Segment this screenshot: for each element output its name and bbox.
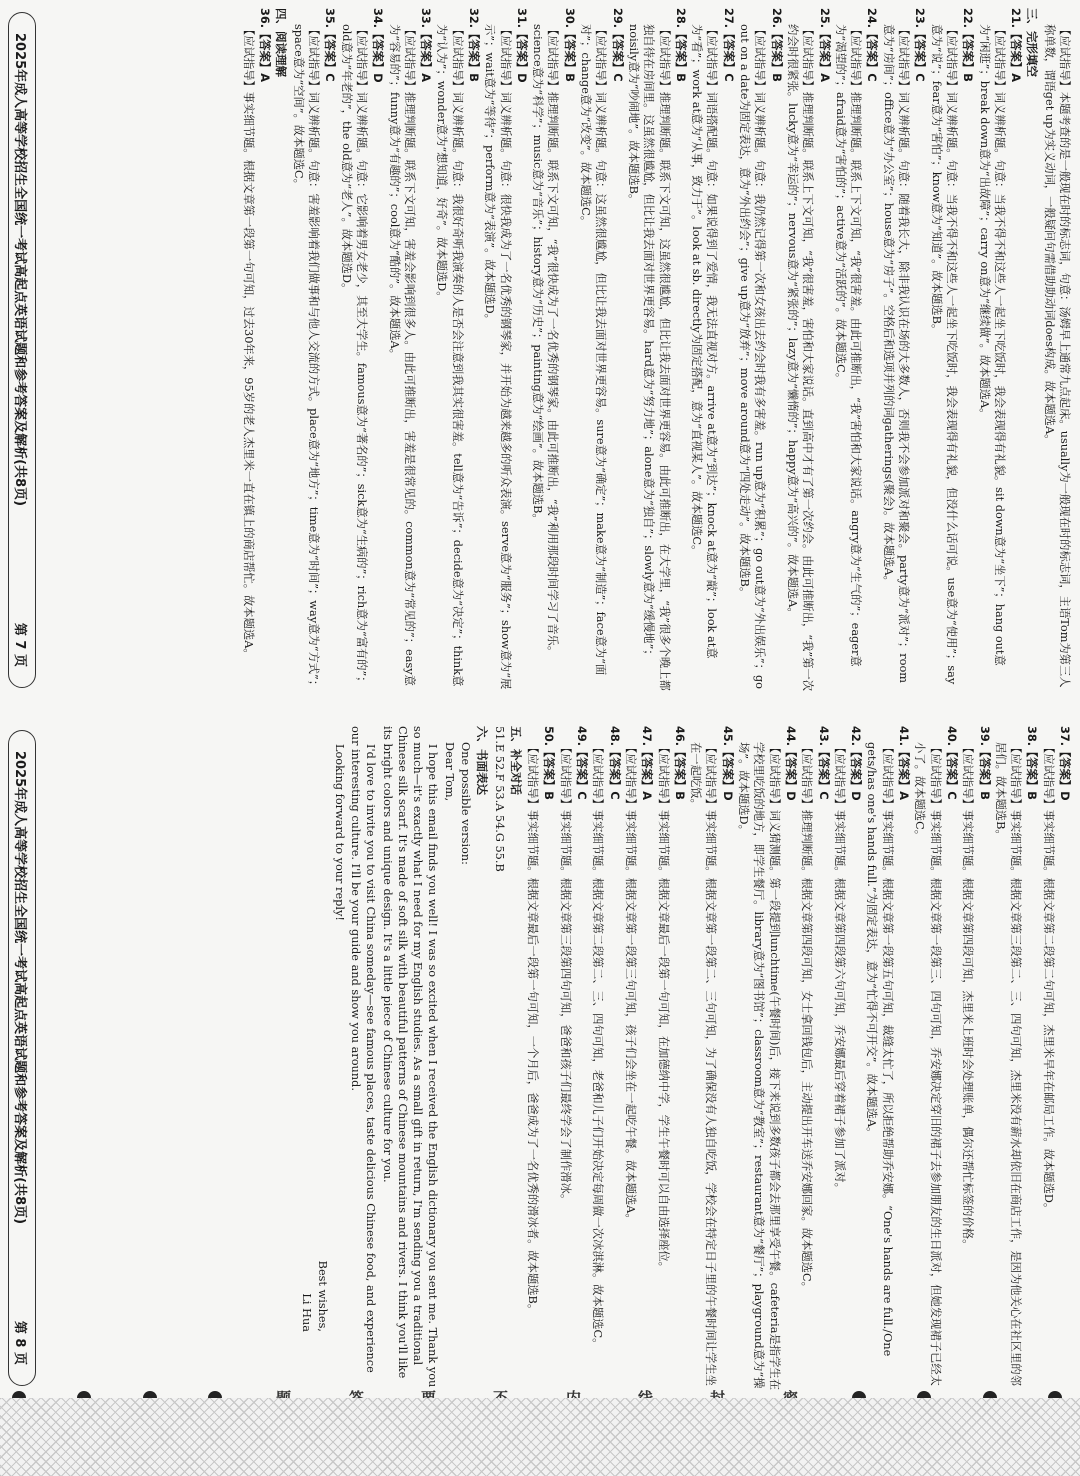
answer-key: 44.【答案】D xyxy=(783,726,797,801)
page-8-title: 2025年成人高等学校招生全国统一考试高起点英语试题和参考答案及解析(共8页) xyxy=(12,751,28,1225)
explanation: 【应试指导】词义辨析题。句意：很快我成为了一名优秀的钢琴家，并开始为越来越多的听众表演。serve意为“服务”；show意为“展示”；wait意为“等待”；perform意为“表演”。故本题选D。 xyxy=(483,24,512,690)
explanation: 【应试指导】推理判断题。联系下文可知，“我”很快成为了一名优秀的钢琴家。由此可推断出，“我”利用那段时间学习了音乐。science意为“科学”；music意为“音乐”；history意为“历史”；painting意为“绘画”。故本题选B。 xyxy=(531,24,560,658)
answer-key: 45.【答案】D xyxy=(720,726,734,801)
explanation: 【应试指导】词义辨析题。句意：当我不得不和这些人一起坐下吃饭时，我会表现得有礼貌。sit down意为“坐下”；hang out意为“闲逛”；break down意为“出故障”；carry on意为“继续做”。故本题选A。 xyxy=(977,24,1006,666)
answer-key: 22.【答案】B xyxy=(961,8,975,82)
answer-key: 29.【答案】C xyxy=(610,8,624,82)
answer-key: 23.【答案】C xyxy=(913,8,927,82)
explanation: 【应试指导】词义猜测题。第一段提到lunchtime(午餐时间)后，接下来说到多数孩子都会去那里享受午餐。cafeteria是指学生在学校里吃饭的地方，即学生餐厅。library意为“图书馆”；classroom意为“教室”；restaurant意为“餐厅”；playground意为“操场”。故本题选D。 xyxy=(737,742,781,1390)
answer-row: 51.E 52.F 53.A 54.G 55.B xyxy=(492,726,506,872)
answer-key: 26.【答案】B xyxy=(769,8,783,82)
section-heading: 四、阅读理解 xyxy=(274,8,289,77)
page-8-content xyxy=(42,726,1072,1392)
explanation: 【应试指导】事实细节题。根据文章最后一段第一句可知，一个月后，爸爸成为了一名优秀的滑冰者。故本题选B。 xyxy=(526,742,540,1316)
explanation: 【应试指导】词义辨析题。句意：害羞影响着我们做事和与他人交流的方式。place意为“地方”；time意为“时间”；way意为“方式”；space意为“空间”。故本题选C。 xyxy=(291,24,321,692)
answer-key: 27.【答案】C xyxy=(721,8,735,82)
explanation: 【应试指导】事实细节题。根据文章第一段第一句可知，过去30年来，95岁的老人杰里米一直在镇上的商店帮忙。故本题选A。 xyxy=(241,24,255,660)
letter-paragraph: Looking forward to your reply! xyxy=(332,744,346,921)
explanation: 【应试指导】词语搭配题。句意：如果说得到了爱情，我无法直视对方。arrive at意为“到达”；knock at意为“敲”；look at意为“看”；work at意为“从事，致力于”。look at sb. directly为固定搭配，意为“直视某人”。故本题选C。 xyxy=(690,24,719,659)
letter-paragraph: I'd love to invite you to visit China someday—see famous places, taste delicious Chinese food, and experience our interesting culture. I'll be your guide and show you around. xyxy=(348,726,378,1373)
page-7-footer xyxy=(8,12,36,688)
explanation: 【应试指导】事实细节题。根据文章最后一段第一句可知，在加德纳中学，学生午餐时可以自由选择座位。 xyxy=(656,742,670,1273)
explanation: 【应试指导】事实细节题。根据文章第四段可知，杰里米上班时会处理账单，偶尔还帮忙标签的价格。 xyxy=(961,742,975,1251)
explanation: Dear Tom, xyxy=(442,742,456,802)
explanation: 【应试指导】事实细节题。根据文章第二段第二句可知，杰里米早年在邮局工作。故本题选D。 xyxy=(1041,742,1055,1215)
answer-key: 42.【答案】D xyxy=(849,726,863,801)
answer-key: 28.【答案】B xyxy=(673,8,687,82)
answer-key: 37.【答案】D xyxy=(1058,726,1071,801)
letter-paragraph: I hope this email finds you well! I was so excited when I received the English dictionary you sent me. Thank you so much—it's exactly what I need for my English studies. As a small gift in return, I'm sending you a traditional Chinese silk scarf. It's made of soft silk with beautiful patterns of Chinese mountains and rivers. I think you'll like its bright colors and unique design. It's a little piece of Chinese culture for you. xyxy=(380,726,440,1388)
explanation: 【应试指导】事实细节题。根据文章第三段第四句可知，爸爸和孩子们最终学会了制作滑冰。 xyxy=(558,742,572,1206)
page-8-number: 第 8 页 xyxy=(12,1320,28,1365)
answer-key: 30.【答案】B xyxy=(562,8,576,82)
letter-signature: Best wishes, xyxy=(316,1260,330,1332)
answer-key: 38.【答案】B xyxy=(1025,726,1039,800)
answer-key: 24.【答案】C xyxy=(865,8,879,82)
section-heading: 五、补全对话 xyxy=(508,726,523,795)
answer-key: 46.【答案】B xyxy=(672,726,686,800)
explanation: 【应试指导】词义辨析题。句意：随着我长大，除非我认识在场的大多数人，否则我不会参加派对和聚会。party意为“派对”；room意为“房间”；office意为“办公室”；house意为“房子”。空格后和选项并列的词gatherings(聚会)。故本题选A。 xyxy=(881,24,911,683)
page-7-title: 2025年成人高等学校招生全国统一考试高起点英语试题和参考答案及解析(共8页) xyxy=(12,33,28,507)
answer-key: 34.【答案】D xyxy=(371,8,385,83)
answer-key: 43.【答案】C xyxy=(816,726,830,800)
explanation: One possible version: xyxy=(459,742,473,865)
answer-key: 47.【答案】A xyxy=(640,726,654,800)
answer-key: 35.【答案】C xyxy=(323,8,337,82)
explanation: 【应试指导】推理判断题。联系上下文可知，“我”很害羞。由此可推断出，“我”害怕和大家说话。angry意为“生气的”；eager意为“渴望的”；afraid意为“害怕的”；active意为“活跃的”。故本题选C。 xyxy=(833,24,863,667)
explanation: 【应试指导】词义辨析题。句意：我仍然记得第一次和女孩出去约会时我有多害羞。run up意为“积累”；go out意为“外出娱乐”；go out on a date为固定表达，意为“外出约会”；give up意为“放弃”；move around意为“四处走动”。故本题选B。 xyxy=(738,24,767,689)
explanation: 【应试指导】词义辨析题。句意：这虽然很尴尬，但比让我去面对世界更容易。sure意为“确定”；make意为“制造”；face意为“面对”；change意为“改变”。故本题选C。 xyxy=(579,24,608,676)
answer-key: 41.【答案】A xyxy=(897,726,911,800)
crosshatch-margin xyxy=(0,1398,1080,1476)
explanation: 【应试指导】词义辨析题。句意：我很好奇听我演奏的人是否会注意到我其实很害羞。tell意为“告诉”；decide意为“决定”；think意为“认为”；wonder意为“想知道，好奇”。故本题选D。 xyxy=(435,24,464,687)
answer-key: 33.【答案】A xyxy=(419,8,433,82)
explanation: 【应试指导】事实细节题。根据文章第一段第三、四句可知，乔安娜决定穿旧的裙子去参加朋友的生日派对，但她发现裙子已经太小了。故本题选C。 xyxy=(913,742,942,1386)
letter-signature: Li Hua xyxy=(300,1293,314,1332)
explanation: 【应试指导】事实细节题。根据文章第一段第五句可知，裁缝太忙了，所以拒绝帮助乔安娜。“One's hands are full./One gets/has one's hands full.”为固定表达，意为“忙得不可开交”。故本题选A。 xyxy=(865,742,894,1357)
explanation: 【应试指导】推理判断题。联系上下文可知，“我”很害羞，害怕和大家说话。直到高中才有了第一次约会。由此可推断出，“我”第一次约会时很紧张。lucky意为“幸运的”；nervous意为“紧张的”；lazy意为“懒惰的”；happy意为“高兴的”。故本题选A。 xyxy=(785,24,815,692)
explanation: 【应试指导】推理判断题。联系下文可知，害羞会影响到很多人。由此可推断出，害羞是很常见的。common意为“常见的”；easy意为“容易的”；funny意为“有趣的”；cool意为“酷的”。故本题选A。 xyxy=(387,24,416,686)
section-heading: 六、书面表达 xyxy=(475,726,490,795)
answer-key: 21.【答案】A xyxy=(1009,8,1023,82)
explanation: 【应试指导】词义辨析题。句意：当我不得不和这些人一起坐下吃饭时，我会表现得有礼貌，但没什么话可说。use意为“使用”；say意为“说”；fear意为“害怕”；know意为“知道”。故本题选B。 xyxy=(929,24,958,685)
answer-key: 50.【答案】B xyxy=(542,726,556,800)
explanation: 【应试指导】事实细节题。根据文章第四段第六句可知，乔安娜最后穿着裙子参加了派对。 xyxy=(832,742,846,1194)
explanation: 【应试指导】推理判断题。联系下文可知，这虽然很尴尬，但比让我去面对世界更容易。由此可推断出，在大学里，“我”很多个晚上都独自待在房间里。这虽然很尴尬，但比让我去面对世界更容易。hard意为“努力地”；alone意为“独自”；slowly意为“缓慢地”；noisily意为“吵闹地”。故本题选B。 xyxy=(626,24,671,691)
page-8 xyxy=(0,718,1080,1398)
answer-key: 48.【答案】C xyxy=(607,726,621,800)
answer-key: 32.【答案】B xyxy=(467,8,481,82)
explanation: 【应试指导】词义辨析题。句意：它影响着男女老少，其至大学生。famous意为“著名的”；sick意为“生病的”；rich意为“富有的”；old意为“年老的”，the old意为“老人”。故本题选D。 xyxy=(339,24,368,688)
explanation: 【应试指导】本题考查的是一般现在时的标志词，句意：汤姆早上通常九点起床。usually为一般现在时的标志词，主语Tom为第三人称单数，谓语get up为实义动词，一般疑问句需借助助动词does构成。故本题选A。 xyxy=(1042,24,1071,688)
page-7-number: 第 7 页 xyxy=(12,622,28,667)
explanation: 【应试指导】事实细节题。根据文章第一段第三句可知，孩子们会坐在一起吃午餐。故本题选A。 xyxy=(623,742,637,1225)
page-8-footer xyxy=(8,730,36,1386)
answer-key: 39.【答案】B xyxy=(977,726,991,800)
answer-key: 36.【答案】A xyxy=(258,8,272,82)
explanation: 【应试指导】推理判断题。根据文章第四段可知，女士拿回钱包后，主动提出开车送乔安娜回家。故本题选C。 xyxy=(800,742,814,1293)
page-7-content xyxy=(42,8,1072,694)
explanation: 【应试指导】事实细节题。根据文章第一段第二、三句可知，为了确保没有人独自吃饭，学校会在特定日子里的午餐时间让学生坐在一起吃饭。 xyxy=(689,742,718,1386)
answer-key: 40.【答案】C xyxy=(944,726,958,800)
explanation: 【应试指导】事实细节题。根据文章第二段第二、三、四句可知，老爸和儿子们开始决定每周做一次冰淇淋。故本题选C。 xyxy=(591,742,605,1350)
page-7 xyxy=(0,0,1080,700)
section-heading: 三、完形填空 xyxy=(1025,8,1040,77)
answer-key: 31.【答案】D xyxy=(514,8,528,83)
answer-key: 25.【答案】A xyxy=(817,8,831,82)
explanation: 【应试指导】事实细节题。根据文章第三段第二、三、四句可知，杰里米没有薪水却依旧在商店工作，是因为他关心在社区里的邻居们。故本题选B。 xyxy=(993,742,1023,1386)
answer-key: 49.【答案】C xyxy=(575,726,589,800)
